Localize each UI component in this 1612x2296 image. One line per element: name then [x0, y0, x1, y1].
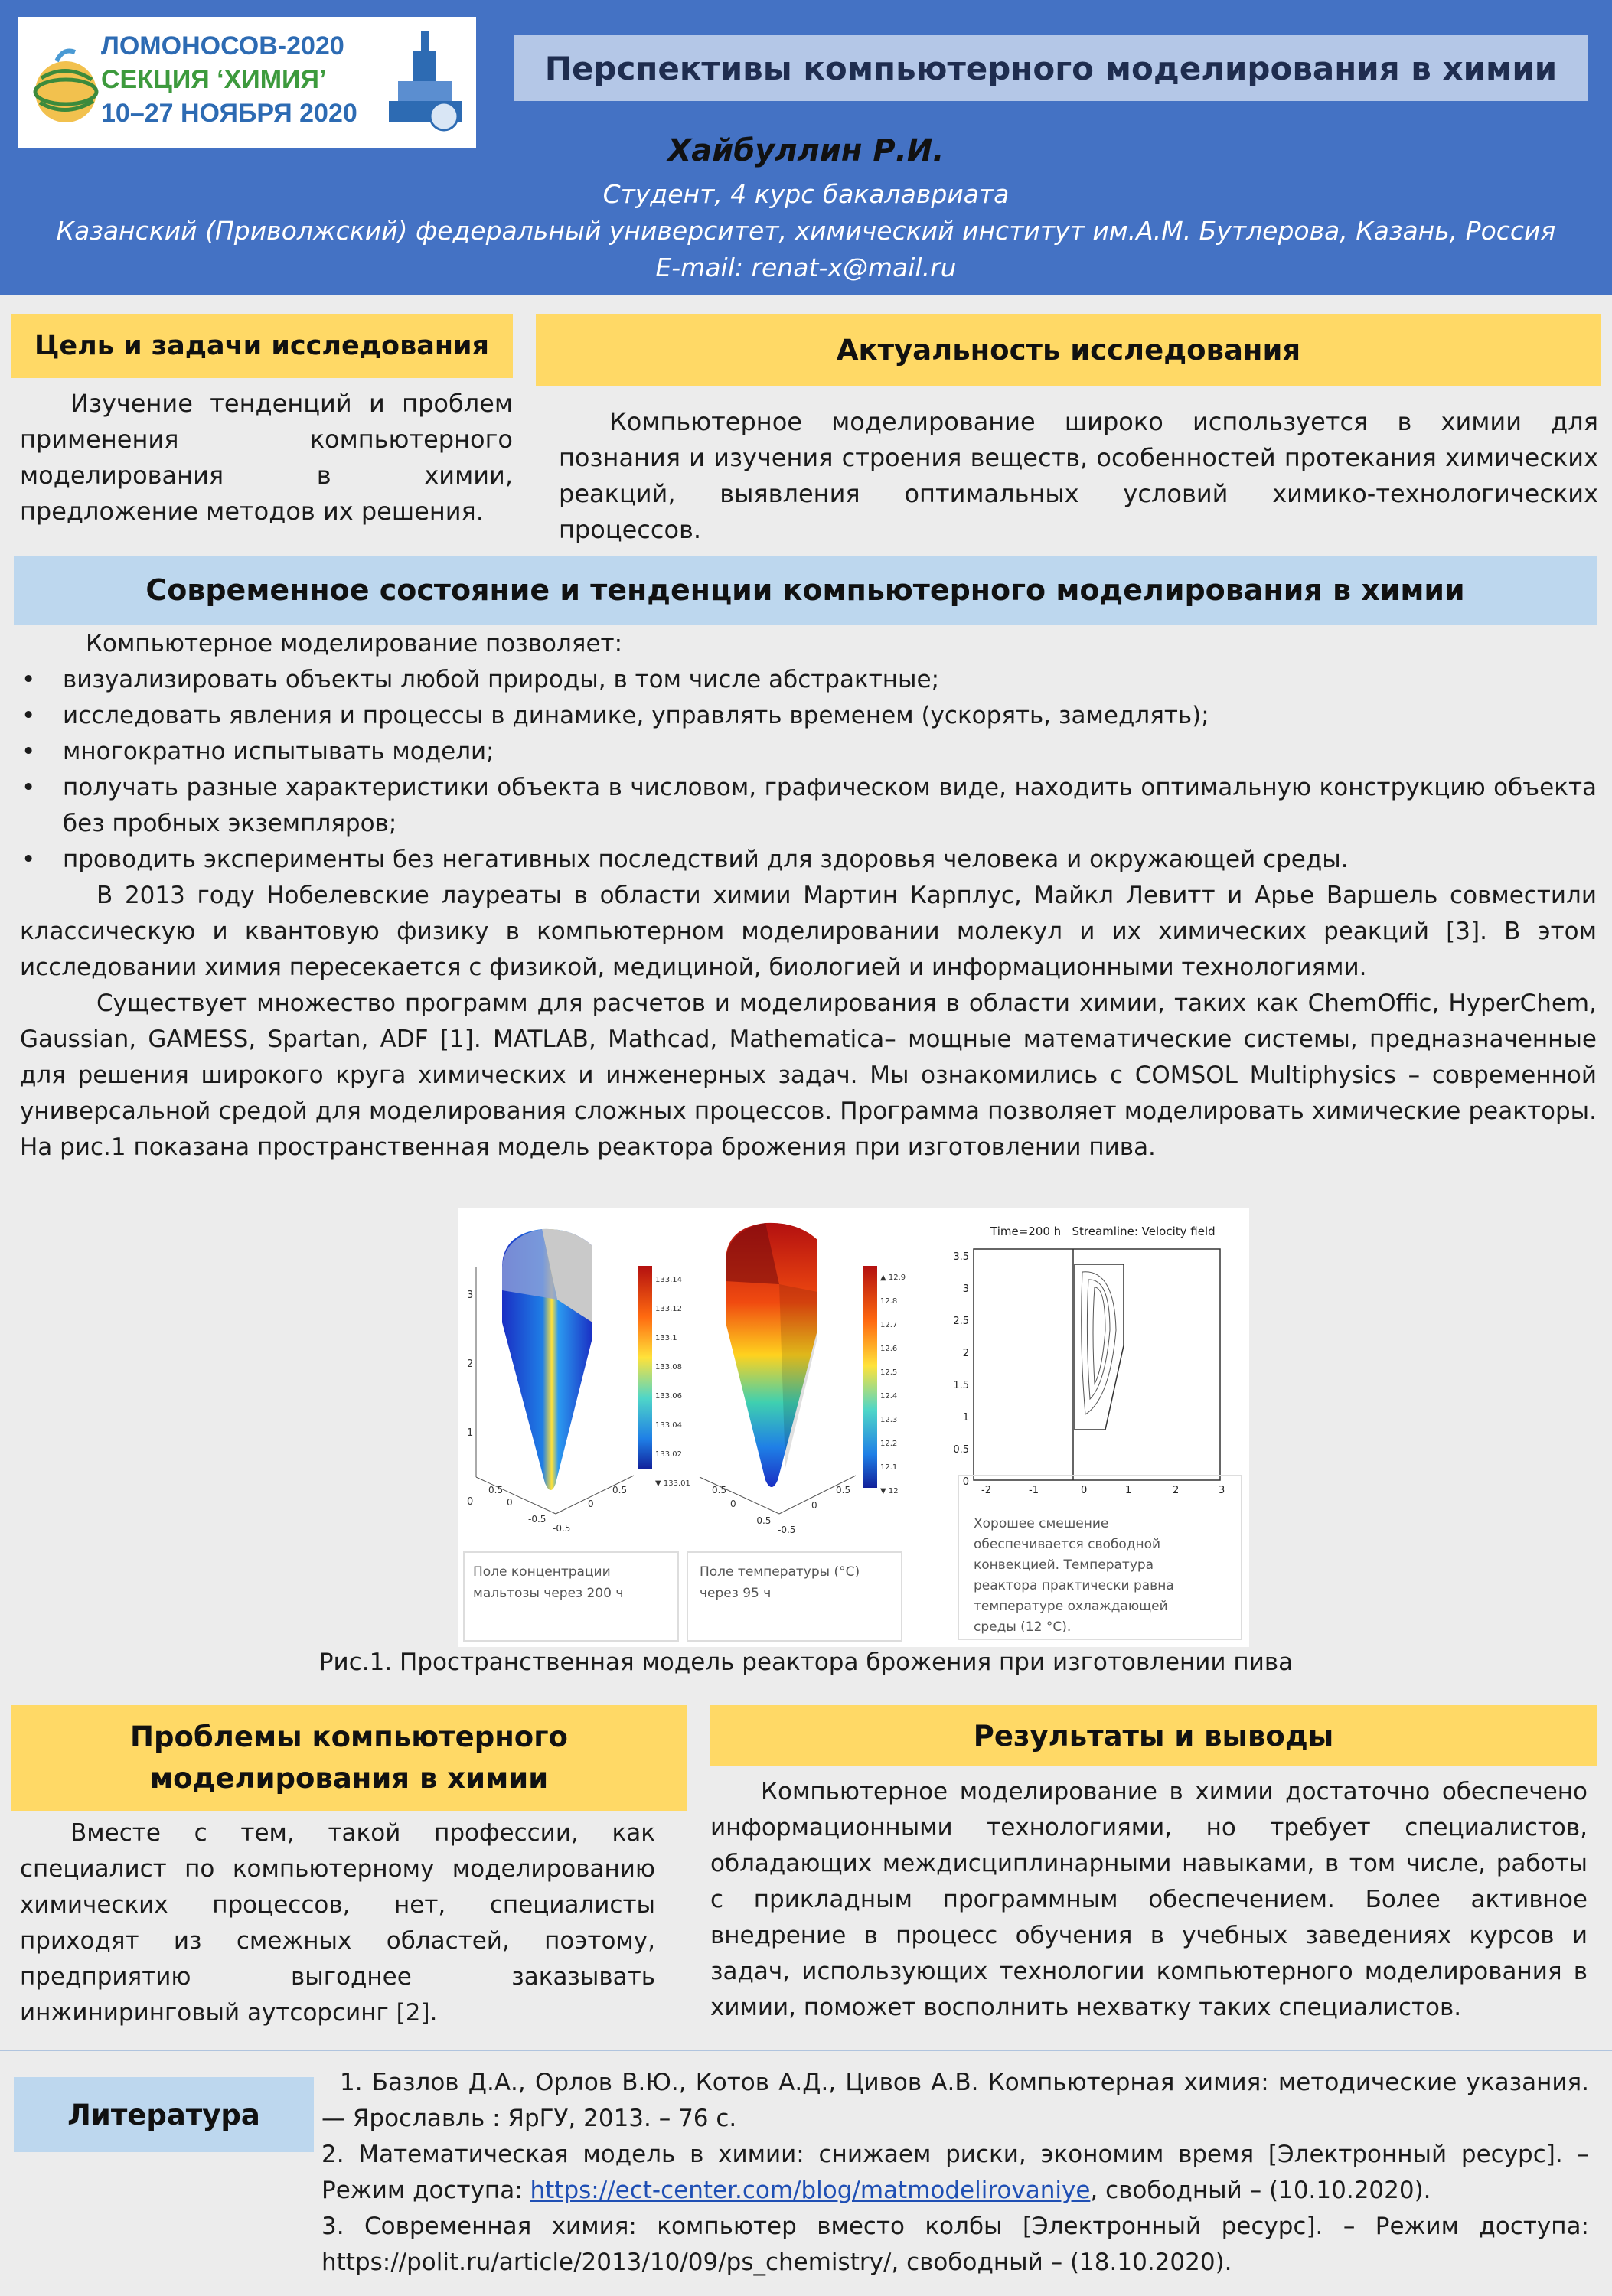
scale-label: 133.1: [655, 1334, 677, 1342]
caption-line: Поле концентрации: [473, 1564, 611, 1580]
panel2-caption: [700, 1561, 860, 1604]
axis-tick: 0.5: [712, 1485, 727, 1495]
scale-label: 12.3: [880, 1416, 898, 1424]
literature-heading: Литература: [14, 2077, 314, 2152]
capabilities-list: [20, 662, 1597, 878]
list-item: • получать разные характеристики объекта в числовом, графическом виде, находить оптимальную конструкцию объекта без пробных экземпляров;: [20, 770, 1597, 842]
reference-text: 2. Математическая модель в химии: снижаем риски, экономим время [Электронный ресурс]. – Режим доступа:: [321, 2141, 1589, 2204]
scale-label: 12.2: [880, 1440, 898, 1448]
poster-title: Перспективы компьютерного моделирования в химии: [544, 49, 1558, 87]
conference-logo: [18, 17, 476, 148]
caption-line: мальтозы через 200 ч: [473, 1586, 624, 1601]
scale-label: 133.08: [655, 1363, 682, 1371]
plot-y-ticks: [946, 1241, 969, 1499]
logo-line-1: ЛОМОНОСОВ-2020: [101, 31, 344, 60]
nobel-paragraph: В 2013 году Нобелевские лауреаты в области химии Мартин Карплус, Майкл Левитт и Арье Варшель совместили классическую и квантовую физику в компьютерном моделировании молекул и их химических реакций [3]. В этом исследовании химия пересекается с физикой, медициной, биологией и информационными технологиями.: [20, 882, 1597, 981]
y-tick: 2: [962, 1348, 969, 1359]
axis-tick: 0: [588, 1499, 594, 1509]
scale-label: 12.8: [880, 1297, 898, 1306]
axis-tick: 2: [467, 1358, 474, 1370]
author-position: Студент, 4 курс бакалавриата: [602, 179, 1010, 209]
goals-heading: Цель и задачи исследования: [11, 314, 513, 378]
state-intro: Компьютерное моделирование позволяет:: [86, 630, 623, 657]
list-item: • многократно испытывать модели;: [20, 734, 1597, 770]
note-line: конвекцией. Температура: [974, 1557, 1154, 1573]
caption-line: Поле температуры (°С): [700, 1564, 860, 1580]
list-item: • исследовать явления и процессы в динамике, управлять временем (ускорять, замедлять);: [20, 698, 1597, 734]
note-line: реактора практически равна: [974, 1578, 1174, 1593]
plot-title: Time=200 h Streamline: Velocity field: [990, 1225, 1216, 1238]
author-email: E-mail: renat-x@mail.ru: [655, 253, 957, 282]
problems-text: Вместе с тем, такой профессии, как специалист по компьютерному моделированию химических процессов, нет, специалисты приходят из смежных областей, поэтому, предприятию выгоднее заказывать инжиниринговый аутсорсинг [2].: [20, 1819, 655, 2027]
state-heading: Современное состояние и тенденции компьютерного моделирования в химии: [14, 556, 1597, 625]
software-paragraph: Существует множество программ для расчетов и моделирования в области химии, таких как ChemOffic, HyperChem, Gaussian, GAMESS, Spartan, ADF [1]. MATLAB, Mathcad, Mathematica– мощные математические системы, предназначенные для решения широкого круга химических и инженерных задач. Мы ознакомились с COMSOL Multiphysics – современной универсальной средой для моделирования сложных процессов. Программа позволяет моделировать химические реакторы. На рис.1 показана пространственная модель реактора брожения при изготовлении пива.: [20, 990, 1597, 1161]
logo-line-2: СЕКЦИЯ ‘ХИМИЯ’: [101, 65, 327, 94]
scale-label: 133.06: [655, 1392, 682, 1401]
concentration-reactor-model: [476, 1229, 634, 1514]
temperature-scale-labels: [880, 1266, 906, 1503]
axis-tick: 0: [811, 1500, 817, 1511]
scale-label: 12.6: [880, 1345, 898, 1353]
scale-label: 12.4: [880, 1392, 898, 1401]
y-tick: 1: [962, 1412, 969, 1424]
scale-label: 12.1: [880, 1463, 898, 1472]
temperature-reactor-model: [700, 1223, 856, 1514]
figure-reactor-model: [458, 1208, 1249, 1647]
reference-text: , свободный – (10.10.2020).: [1090, 2177, 1431, 2204]
y-tick: 0.5: [953, 1444, 969, 1456]
relevance-heading: Актуальность исследования: [536, 314, 1601, 386]
axis-tick: -0.5: [553, 1523, 571, 1534]
velocity-streamline-plot: [974, 1249, 1220, 1480]
axis-tick: 0: [730, 1499, 736, 1509]
axis-tick: 0.5: [836, 1485, 851, 1495]
x-tick: 1: [1125, 1485, 1132, 1496]
scale-label: 133.14: [655, 1276, 682, 1284]
problems-heading-line: Проблемы компьютерного: [130, 1720, 568, 1753]
x-tick: 0: [1081, 1485, 1088, 1496]
relevance-text: Компьютерное моделирование широко используется в химии для познания и изучения строения веществ, особенностей протекания химических реакций, выявления оптимальных условий химико-технологических процессов.: [559, 407, 1598, 544]
note-line: температуре охлаждающей: [974, 1599, 1168, 1614]
panel1-caption: [473, 1561, 623, 1604]
results-heading: Результаты и выводы: [710, 1705, 1597, 1766]
reference-item: [321, 2137, 1589, 2209]
reference-item: 3. Современная химия: компьютер вместо колбы [Электронный ресурс]. – Режим доступа: https://polit.ru/article/2013/10/09/ps_chemistry/, свободный – (18.10.2020).: [321, 2213, 1589, 2276]
divider: [0, 2050, 1612, 2051]
y-tick: 3.5: [953, 1251, 969, 1263]
axis-tick: 3: [467, 1290, 474, 1301]
reference-item: 1. Базлов Д.А., Орлов В.Ю., Котов А.Д., Цивов А.В. Компьютерная химия: методические указания. — Ярославль : ЯрГУ, 2013. – 76 с.: [321, 2069, 1589, 2132]
axis-tick: -0.5: [528, 1514, 547, 1525]
goals-text: Изучение тенденций и проблем применения компьютерного моделирования в химии, предложение методов их решения.: [20, 389, 513, 526]
scale-label: 12.7: [880, 1321, 898, 1329]
scale-label: 12.5: [880, 1368, 898, 1377]
university-building-icon: [384, 26, 468, 141]
temperature-color-scale: [863, 1266, 877, 1488]
axis-tick: 0: [507, 1497, 513, 1508]
results-text: Компьютерное моделирование в химии достаточно обеспечено информационными технологиями, но требует специалистов, обладающих междисциплинарными навыками, в том числе, работы с прикладным программным обеспечением. Более активное внедрение в процесс обучения в учебных заведениях курсов и задач, использующих технологии компьютерного моделирования в химии, поможет восполнить нехватку таких специалистов.: [710, 1778, 1588, 2021]
scale-label: ▼ 133.01: [655, 1479, 690, 1488]
y-tick: 3: [962, 1283, 969, 1295]
axis-tick: -0.5: [753, 1515, 772, 1526]
y-tick: 0: [962, 1476, 969, 1488]
author-name: Хайбуллин Р.И.: [667, 133, 945, 168]
y-tick: 2.5: [953, 1316, 969, 1327]
reference-link[interactable]: https://ect-center.com/blog/matmodelirovaniye: [530, 2177, 1091, 2204]
figure-caption: Рис.1. Пространственная модель реактора брожения при изготовлении пива: [318, 1649, 1294, 1676]
x-tick: -2: [981, 1485, 991, 1496]
author-affiliation: Казанский (Приволжский) федеральный университет, химический институт им.А.М. Бутлерова, Казань, Россия: [56, 216, 1556, 246]
literature-list: [321, 2065, 1589, 2281]
y-tick: 1.5: [953, 1380, 969, 1391]
list-item: • проводить эксперименты без негативных последствий для здоровья человека и окружающей среды.: [20, 842, 1597, 878]
list-item: • визуализировать объекты любой природы, в том числе абстрактные;: [20, 662, 1597, 698]
logo-line-3: 10–27 НОЯБРЯ 2020: [101, 99, 357, 128]
note-line: Хорошее смешение: [974, 1516, 1109, 1531]
scale-label: 133.12: [655, 1305, 682, 1313]
state-section: [20, 626, 1597, 1166]
problems-heading-line: моделирования в химии: [149, 1762, 549, 1795]
axis-tick: -0.5: [778, 1525, 796, 1535]
axis-tick: 0.5: [612, 1485, 628, 1495]
plot-note: [974, 1514, 1174, 1638]
concentration-color-scale: [638, 1266, 652, 1469]
axis-tick: 0: [467, 1496, 474, 1508]
x-tick: 3: [1219, 1485, 1225, 1496]
axis-tick: 1: [467, 1427, 474, 1439]
x-tick: -1: [1029, 1485, 1039, 1496]
scale-label: ▲ 12.9: [880, 1274, 906, 1282]
axis-tick: 0.5: [488, 1485, 504, 1495]
problems-heading: [11, 1705, 687, 1811]
x-tick: 2: [1173, 1485, 1180, 1496]
scale-label: ▼ 12: [880, 1487, 899, 1495]
note-line: среды (12 °С).: [974, 1619, 1072, 1635]
note-line: обеспечивается свободной: [974, 1537, 1161, 1552]
scale-label: 133.04: [655, 1421, 682, 1430]
caption-line: через 95 ч: [700, 1586, 772, 1601]
panel1-z-axis: [467, 1261, 473, 1537]
concentration-scale-labels: [655, 1266, 690, 1499]
scale-label: 133.02: [655, 1450, 682, 1459]
